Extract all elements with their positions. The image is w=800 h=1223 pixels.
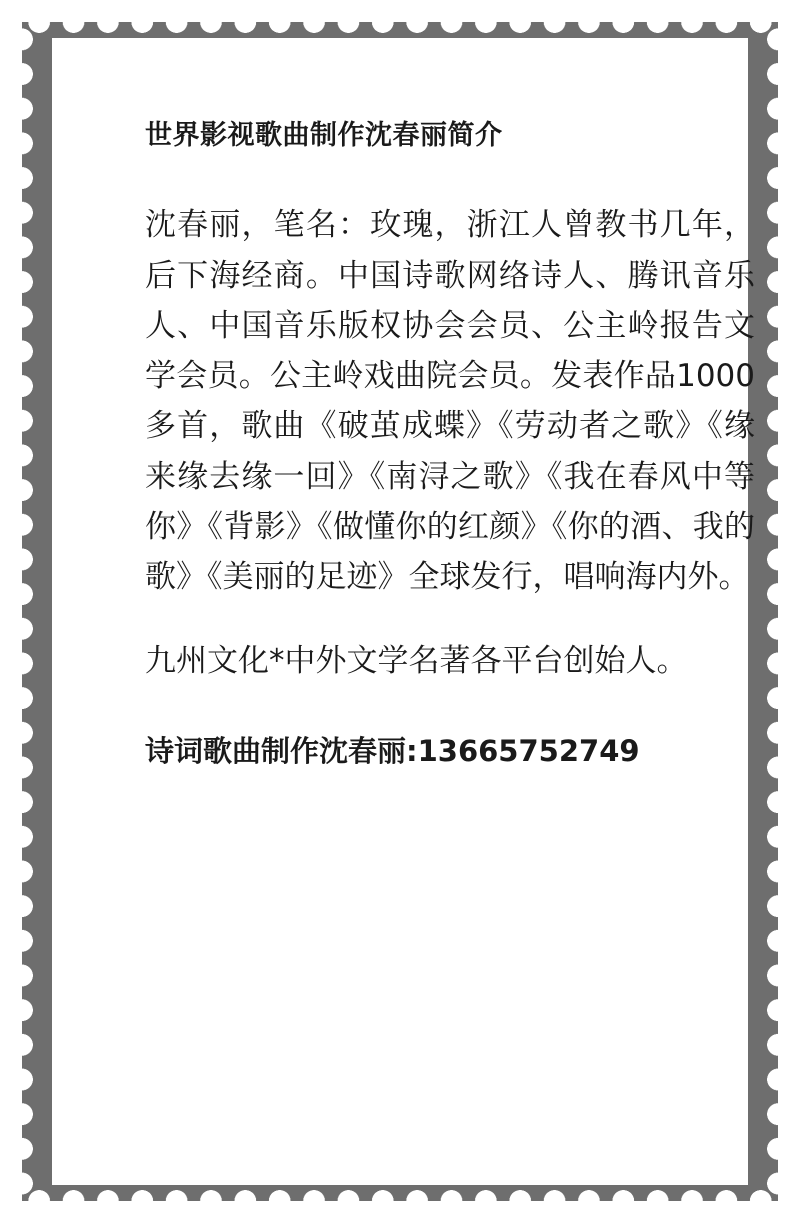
biography-paragraph: 沈春丽，笔名：玫瑰，浙江人曾教书几年，后下海经商。中国诗歌网络诗人、腾讯音乐人、中国音乐版权协会会员、公主岭报告文学会员。公主岭戏曲院会员。发表作品1000多首，歌曲《破茧成蝶》《劳动者之歌》《缘来缘去缘一回》《南浔之歌》《我在春风中等你》《背影》《做懂你的红颜》《你的酒、我的歌》《美丽的足迹》全球发行，唱响海内外。	[145, 207, 755, 595]
document-card	[52, 38, 755, 1185]
document-content	[145, 118, 755, 775]
page-title: 世界影视歌曲制作沈春丽简介	[145, 120, 503, 151]
affiliation-paragraph: 九州文化*中外文学名著各平台创始人。	[145, 643, 688, 680]
contact-line: 诗词歌曲制作沈春丽:13665752749	[145, 734, 640, 769]
